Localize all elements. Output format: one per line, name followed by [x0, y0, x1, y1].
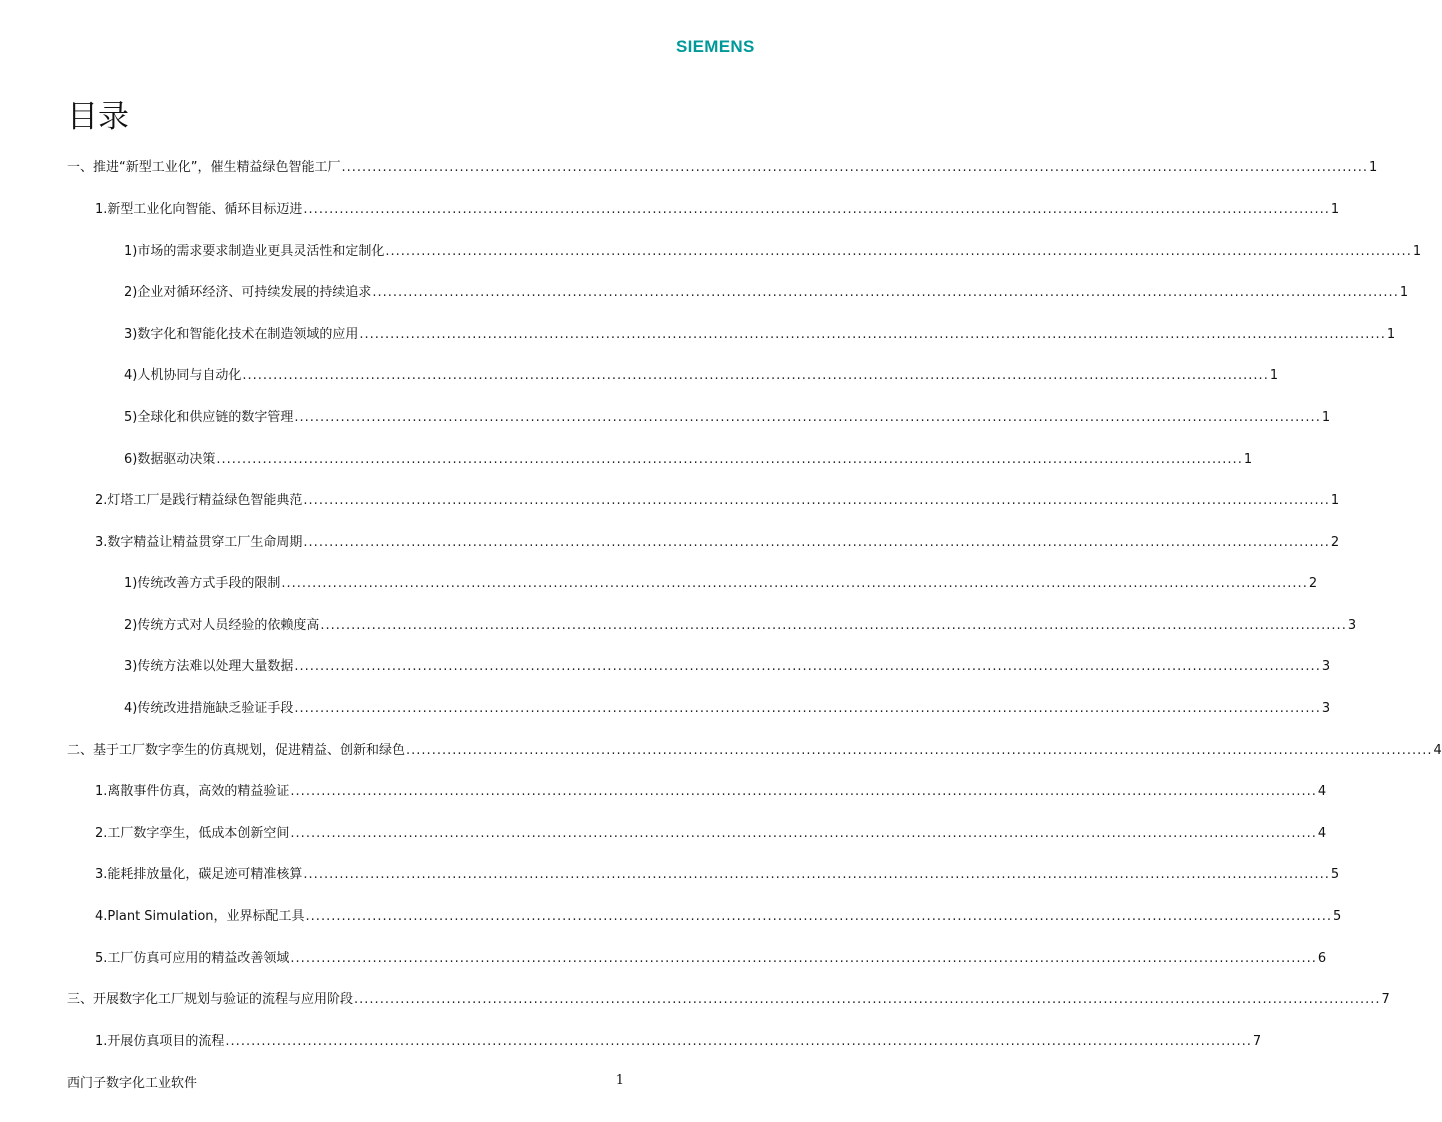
toc-dot-leader: ........................................................................................................................................................................................................ [242, 368, 1269, 383]
toc-entry-page: 1 [1368, 160, 1378, 175]
toc-entry-number: 1. [95, 1034, 108, 1049]
toc-entry[interactable] [95, 200, 1340, 220]
toc-entry[interactable] [124, 242, 1422, 262]
toc-entry-number: 三、 [67, 992, 94, 1007]
toc-entry[interactable] [95, 533, 1340, 553]
toc-dot-leader: ........................................................................................................................................................................................................ [372, 285, 1399, 300]
toc-entry-title: 开展数字化工厂规划与验证的流程与应用阶段 [93, 992, 354, 1007]
toc-entry[interactable] [95, 907, 1342, 927]
toc-dot-leader: ........................................................................................................................................................................................................ [290, 826, 1317, 841]
toc-entry-number: 5. [95, 951, 108, 966]
toc-entry-page: 7 [1381, 992, 1390, 1007]
toc-entry-page: 5 [1333, 909, 1342, 924]
footer-company: 西门子数字化工业软件 [67, 1076, 198, 1091]
toc-entry[interactable] [124, 699, 1331, 719]
toc-entry[interactable] [124, 450, 1253, 470]
toc-entry[interactable] [124, 366, 1279, 386]
toc-entry-number: 3) [124, 659, 138, 674]
toc-entry-number: 3) [124, 327, 138, 342]
toc-entry-page: 6 [1317, 951, 1327, 966]
toc-entry[interactable] [67, 158, 1378, 178]
toc-entry-number: 2) [124, 618, 138, 633]
toc-entry-title: 企业对循环经济、可持续发展的持续追求 [137, 285, 372, 300]
siemens-logo: SIEMENS [676, 37, 755, 56]
toc-dot-leader: ........................................................................................................................................................................................................ [294, 701, 1321, 716]
toc-entry-page: 1 [1330, 493, 1340, 508]
toc-dot-leader: ........................................................................................................................................................................................................ [294, 410, 1321, 425]
toc-entry[interactable] [124, 574, 1318, 594]
toc-entry-title: 传统改善方式手段的限制 [137, 576, 281, 591]
toc-dot-leader: ........................................................................................................................................................................................................ [290, 784, 1317, 799]
toc-entry-title: 工厂数字孪生，低成本创新空间 [107, 826, 290, 841]
toc-entry-title: 离散事件仿真，高效的精益验证 [107, 784, 290, 799]
toc-entry-number: 二、 [67, 743, 94, 758]
toc-entry[interactable] [95, 1032, 1262, 1052]
toc-entry[interactable] [95, 824, 1327, 844]
toc-entry-number: 一、 [67, 160, 94, 175]
toc-entry[interactable] [124, 283, 1409, 303]
toc-entry-page: 4 [1433, 743, 1442, 758]
toc-entry-number: 4) [124, 368, 138, 383]
toc-entry-page: 3 [1321, 659, 1331, 674]
toc-entry-title: 人机协同与自动化 [137, 368, 242, 383]
toc-entry-title: 传统方法难以处理大量数据 [137, 659, 294, 674]
toc-entry-number: 4. [95, 909, 108, 924]
toc-dot-leader: ........................................................................................................................................................................................................ [303, 867, 1330, 882]
toc-dot-leader: ........................................................................................................................................................................................................ [281, 576, 1308, 591]
toc-entry-number: 4) [124, 701, 138, 716]
toc-entry-page: 3 [1347, 618, 1357, 633]
toc-entry[interactable] [67, 990, 1390, 1010]
toc-entry-page: 2 [1330, 535, 1340, 550]
toc-entry-page: 1 [1330, 202, 1340, 217]
toc-entry[interactable] [124, 616, 1357, 636]
toc-dot-leader: ........................................................................................................................................................................................................ [385, 244, 1412, 259]
toc-entry-page: 2 [1308, 576, 1318, 591]
toc-entry-title: 数字化和智能化技术在制造领域的应用 [137, 327, 359, 342]
toc-entry-title: 市场的需求要求制造业更具灵活性和定制化 [137, 244, 385, 259]
toc-entry-page: 1 [1386, 327, 1396, 342]
toc-entry-page: 4 [1317, 826, 1327, 841]
toc-entry-page: 4 [1317, 784, 1327, 799]
toc-entry-number: 3. [95, 867, 108, 882]
toc-entry-title: 传统改进措施缺乏验证手段 [137, 701, 294, 716]
toc-entry-page: 1 [1269, 368, 1279, 383]
toc-entry-number: 1. [95, 202, 108, 217]
toc-entry-title: 能耗排放量化，碳足迹可精准核算 [107, 867, 303, 882]
toc-dot-leader: ........................................................................................................................................................................................................ [303, 493, 1330, 508]
toc-dot-leader: ........................................................................................................................................................................................................ [303, 202, 1330, 217]
toc-entry[interactable] [124, 408, 1331, 428]
toc-entry-title: 工厂仿真可应用的精益改善领域 [107, 951, 290, 966]
toc-entry[interactable] [95, 865, 1340, 885]
toc-entry-number: 1) [124, 576, 138, 591]
toc-dot-leader: ........................................................................................................................................................................................................ [294, 659, 1321, 674]
toc-dot-leader: ........................................................................................................................................................................................................ [354, 992, 1381, 1007]
toc-entry-number: 1) [124, 244, 138, 259]
toc-entry-title: 数字精益让精益贯穿工厂生命周期 [107, 535, 303, 550]
toc-dot-leader: ........................................................................................................................................................................................................ [406, 743, 1433, 758]
toc-entry-page: 3 [1321, 701, 1331, 716]
toc-entry-page: 5 [1330, 867, 1340, 882]
toc-entry[interactable] [124, 325, 1396, 345]
toc-entry-page: 7 [1252, 1034, 1262, 1049]
toc-entry-number: 2) [124, 285, 138, 300]
toc-entry-page: 1 [1243, 452, 1253, 467]
toc-dot-leader: ........................................................................................................................................................................................................ [359, 327, 1386, 342]
toc-dot-leader: ........................................................................................................................................................................................................ [320, 618, 1347, 633]
toc-entry[interactable] [95, 949, 1327, 969]
toc-entry-number: 5) [124, 410, 138, 425]
toc-entry-page: 1 [1321, 410, 1331, 425]
toc-entry-number: 1. [95, 784, 108, 799]
footer-page-number: 1 [615, 1073, 624, 1088]
toc-entry-title: 新型工业化向智能、循环目标迈进 [107, 202, 303, 217]
toc-entry[interactable] [95, 782, 1327, 802]
toc-dot-leader: ........................................................................................................................................................................................................ [341, 160, 1368, 175]
toc-entry-title: Plant Simulation，业界标配工具 [107, 909, 305, 924]
toc-entry-page: 1 [1412, 244, 1422, 259]
toc-dot-leader: ........................................................................................................................................................................................................ [305, 909, 1333, 924]
toc-entry-title: 数据驱动决策 [137, 452, 216, 467]
toc-entry[interactable] [124, 657, 1331, 677]
toc-entry-title: 全球化和供应链的数字管理 [137, 410, 294, 425]
toc-entry[interactable] [95, 491, 1340, 511]
toc-dot-leader: ........................................................................................................................................................................................................ [216, 452, 1243, 467]
toc-entry-title: 传统方式对人员经验的依赖度高 [137, 618, 320, 633]
toc-entry-number: 6) [124, 452, 138, 467]
toc-entry[interactable] [67, 741, 1442, 761]
toc-dot-leader: ........................................................................................................................................................................................................ [225, 1034, 1252, 1049]
toc-entry-number: 3. [95, 535, 108, 550]
toc-dot-leader: ........................................................................................................................................................................................................ [290, 951, 1317, 966]
toc-entry-title: 推进“新型工业化”，催生精益绿色智能工厂 [93, 160, 341, 175]
toc-title: 目录 [67, 99, 129, 135]
toc-entry-title: 灯塔工厂是践行精益绿色智能典范 [107, 493, 303, 508]
toc-entry-title: 开展仿真项目的流程 [107, 1034, 225, 1049]
toc-dot-leader: ........................................................................................................................................................................................................ [303, 535, 1330, 550]
toc-entry-number: 2. [95, 826, 108, 841]
toc-entry-title: 基于工厂数字孪生的仿真规划，促进精益、创新和绿色 [93, 743, 406, 758]
toc-entry-number: 2. [95, 493, 108, 508]
toc-entry-page: 1 [1399, 285, 1409, 300]
